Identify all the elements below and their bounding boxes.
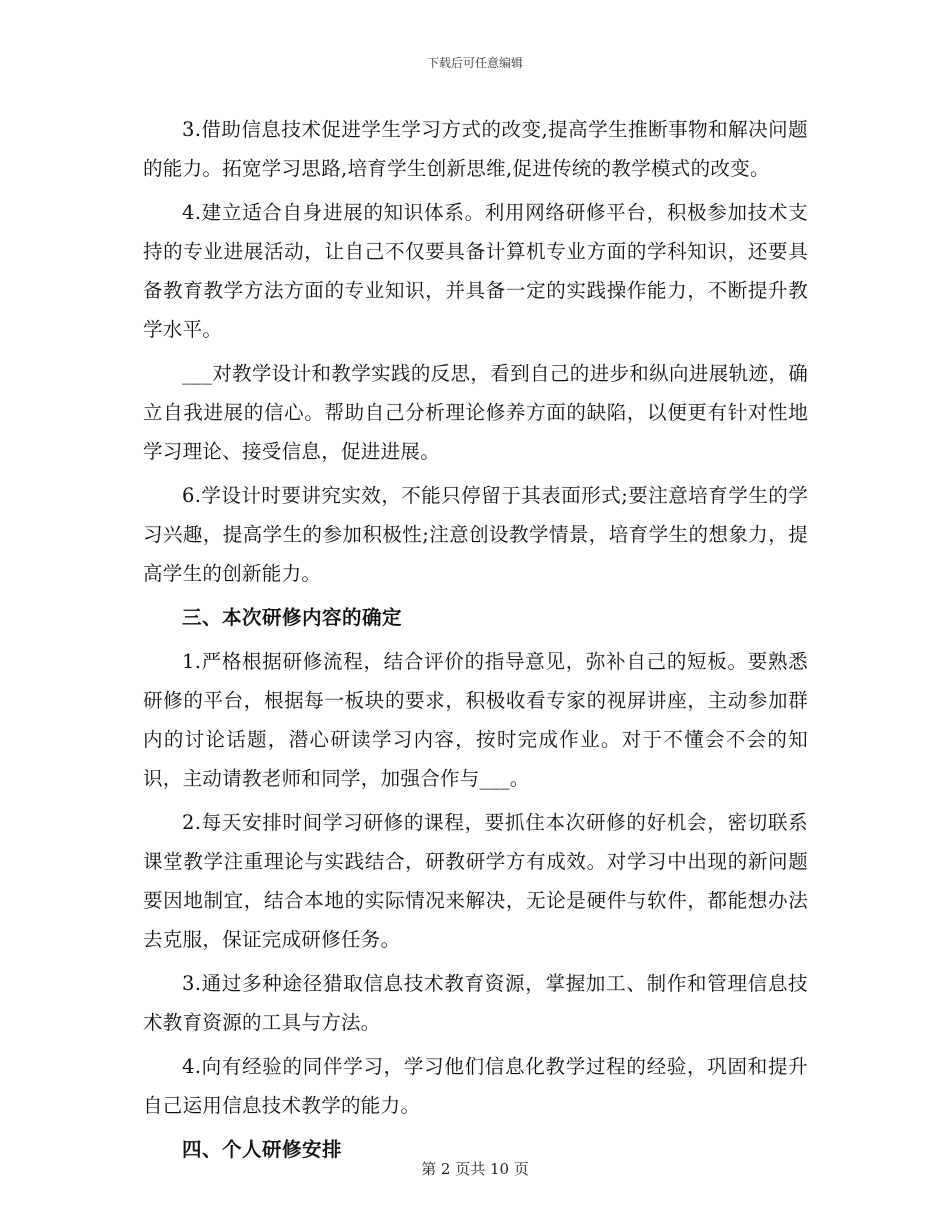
page-header: 下载后可任意编辑 [426,56,523,70]
section-heading-4: 四、个人研修安排 [182,1138,343,1161]
paragraph-reflection: ___对教学设计和教学实践的反思，看到自己的进步和纵向进展轨迹，确立自我进展的信心。帮助自己分析理论修养方面的缺陷，以便更有针对性地学习理论、接受信息，促进进展。 [143,362,808,463]
paragraph-item-3: 3.借助信息技术促进学生学习方式的改变,提高学生推断事物和解决问题的能力。拓宽学习思路,培育学生创新思维,促进传统的教学模式的改变。 [143,118,808,180]
paragraph-item-6: 6.学设计时要讲究实效，不能只停留于其表面形式;要注意培育学生的学习兴趣，提高学生的参加积极性;注意创设教学情景，培育学生的想象力，提高学生的创新能力。 [143,484,808,585]
paragraph-section3-item-2: 2.每天安排时间学习研修的课程，要抓住本次研修的好机会，密切联系课堂教学注重理论与实践结合，研教研学方有成效。对学习中出现的新问题要因地制宜，结合本地的实际情况来解决，无论是硬件与软件，都能想办法去克服，保证完成研修任务。 [143,811,808,951]
paragraph-section3-item-4: 4.向有经验的同伴学习，学习他们信息化教学过程的经验，巩固和提升自己运用信息技术教学的能力。 [143,1055,808,1117]
section-heading-3: 三、本次研修内容的确定 [182,606,403,629]
paragraph-section3-item-1: 1.严格根据研修流程，结合评价的指导意见，弥补自己的短板。要熟悉研修的平台，根据每一板块的要求，积极收看专家的视屏讲座，主动参加群内的讨论话题，潜心研读学习内容，按时完成作业。对于不懂会不会的知识，主动请教老师和同学，加强合作与___。 [143,650,808,790]
paragraph-section3-item-3: 3.通过多种途径猎取信息技术教育资源，掌握加工、制作和管理信息技术教育资源的工具与方法。 [143,972,808,1034]
page-number-footer: 第 2 页共 10 页 [421,1160,529,1178]
paragraph-item-4: 4.建立适合自身进展的知识体系。利用网络研修平台，积极参加技术支持的专业进展活动，让自己不仅要具备计算机专业方面的学科知识，还要具备教育教学方法方面的专业知识，并具备一定的实践操作能力，不断提升教学水平。 [143,201,808,341]
document-body [143,110,808,1174]
